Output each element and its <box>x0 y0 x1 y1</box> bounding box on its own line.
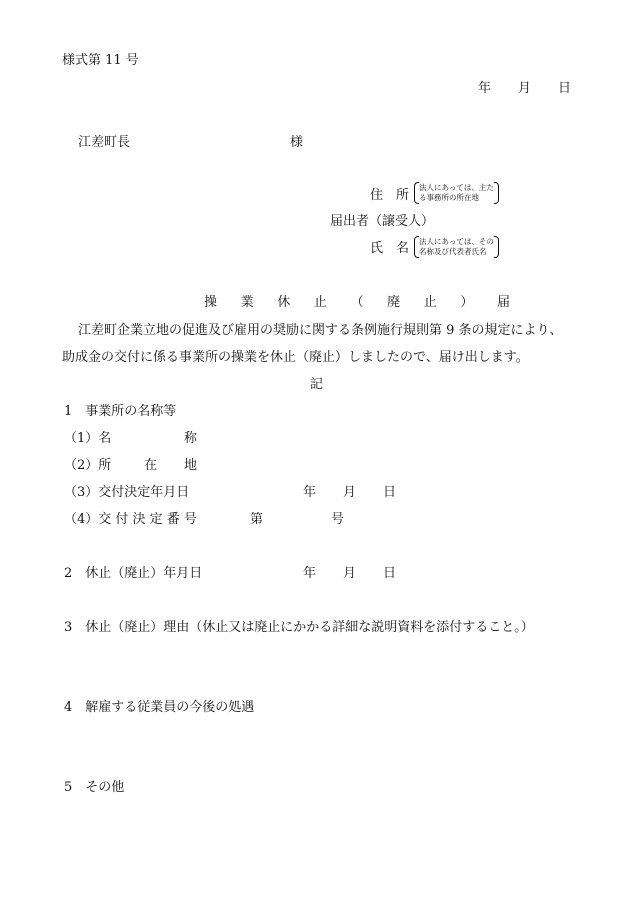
body-line-2: 助成金の交付に係る事業所の操業を休止（廃止）しましたので、届け出します。 <box>62 350 529 365</box>
item2-label: （2）所 <box>64 458 112 473</box>
item1-label-b: 称 <box>184 431 198 446</box>
form-number: 様式第 11 号 <box>62 53 139 68</box>
item2-label-c: 地 <box>184 458 198 473</box>
name-label: 氏 名 <box>370 241 410 256</box>
section3-heading: 3 休止（廃止）理由（休止又は廃止にかかる詳細な説明資料を添付すること。） <box>64 620 534 635</box>
section2-day: 日 <box>383 566 397 581</box>
addressee-name: 江差町長 <box>78 135 131 150</box>
ki-heading: 記 <box>310 377 324 392</box>
date-year: 年 <box>478 81 492 96</box>
item2-label-b: 在 <box>144 458 158 473</box>
name-note-line1: 法人にあっては、その <box>419 237 494 246</box>
address-label: 住 所 <box>370 188 410 203</box>
section5-heading: 5 その他 <box>64 780 125 795</box>
section2-year: 年 <box>303 566 317 581</box>
document-title: 操 業 休 止 （ 廃 止 ） 届 <box>204 295 520 310</box>
date-day: 日 <box>558 81 572 96</box>
item3-year: 年 <box>303 485 317 500</box>
item1-label: （1）名 <box>64 431 112 446</box>
name-note-line2: 名称及び代表者氏名 <box>419 247 487 256</box>
address-note-line2: る事務所の所在地 <box>419 193 479 202</box>
item3-label: （3）交付決定年月日 <box>64 485 190 500</box>
section2-heading: 2 休止（廃止）年月日 <box>64 566 203 581</box>
item4-label: （4）交 付 決 定 番 号 <box>64 512 197 527</box>
section4-heading: 4 解雇する従業員の今後の処遇 <box>64 700 255 715</box>
date-month: 月 <box>518 81 532 96</box>
address-note <box>414 182 499 204</box>
name-note <box>414 236 499 258</box>
item4-go: 号 <box>331 512 345 527</box>
addressee-honorific: 様 <box>290 135 304 150</box>
item4-dai: 第 <box>250 512 264 527</box>
item3-month: 月 <box>343 485 357 500</box>
section2-month: 月 <box>343 566 357 581</box>
applicant-role: 届出者（譲受人） <box>330 214 435 229</box>
section1-heading: 1 事業所の名称等 <box>64 404 177 419</box>
address-note-line1: 法人にあっては、主た <box>419 183 494 192</box>
item3-day: 日 <box>383 485 397 500</box>
body-line-1: 江差町企業立地の促進及び雇用の奨励に関する条例施行規則第 9 条の規定により、 <box>78 323 563 338</box>
